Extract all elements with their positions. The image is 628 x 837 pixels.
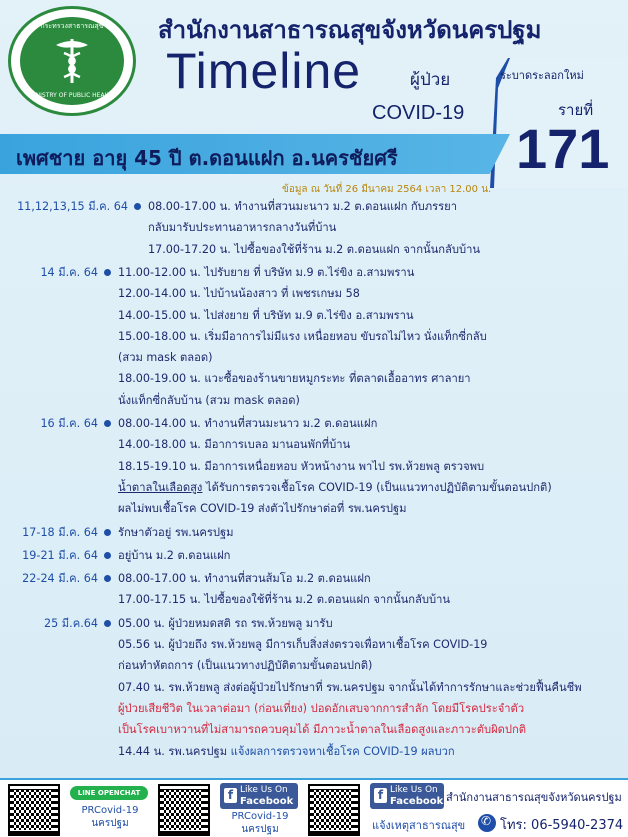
timeline-line: 14.00-18.00 น. มีอาการเบลอ มานอนพักที่บ้าน	[118, 438, 351, 452]
timeline-line: รักษาตัวอยู่ รพ.นครปฐม	[118, 525, 234, 539]
timeline-line-text: 14.44 น. รพ.นครปฐม	[118, 744, 231, 758]
timeline-line: 17.00-17.15 น. ไปซื้อของใช้ที่ร้าน ม.2 ต.ดอนแฝก จากนั้นกลับบ้าน	[118, 593, 451, 607]
timeline-title: Timeline	[166, 43, 362, 99]
phone-icon	[478, 814, 496, 832]
timeline-line: 07.40 น. รพ.ห้วยพลู ส่งต่อผู้ป่วยไปรักษาที่ รพ.นครปฐม จากนั้นได้ทำการรักษาและช่วยฟื้นคืนชีพ	[118, 680, 582, 694]
moph-logo	[8, 6, 136, 116]
timeline-line: 12.00-14.00 น. ไปบ้านน้องสาว ที่ เพชรเกษม 58	[118, 287, 360, 301]
timeline-line: 08.00-14.00 น. ทำงานที่สวนมะนาว ม.2 ต.ดอนแฝก	[118, 417, 378, 430]
case-number: 171	[516, 117, 610, 180]
timeline-line-text: ได้รับการตรวจเชื้อโรค COVID-19 (เป็นแนวทางปฏิบัติตามขั้นตอนปกติ)	[202, 480, 552, 494]
timeline-line: (สวม mask ตลอด)	[118, 351, 213, 365]
wave-label: ระบาดระลอกใหม่	[500, 69, 584, 82]
timeline-date: 19-21 มี.ค. 64	[22, 548, 98, 562]
line-label	[74, 804, 146, 830]
line-label-1: PRCovid-19	[81, 805, 139, 816]
timeline-line: 08.00-17.00 น. ทำงานที่สวนส้มโอ ม.2 ต.ดอนแฝก	[118, 572, 371, 586]
footer	[0, 778, 628, 837]
timeline-bullet-icon	[104, 575, 111, 582]
timeline-bullet-icon	[104, 620, 111, 627]
facebook-badge-1[interactable]	[220, 783, 298, 809]
timeline-bullet-icon	[104, 269, 111, 276]
facebook-badge-2[interactable]	[370, 783, 444, 809]
timeline-line: 08.00-17.00 น. ทำงานที่สวนมะนาว ม.2 ต.ดอนแฝก กับภรรยา	[148, 200, 458, 213]
footer-org-name: สำนักงานสาธารณสุขจังหวัดนครปฐม	[446, 791, 622, 804]
timeline-bullet-icon	[104, 420, 111, 427]
timeline-line: เป็นโรคเบาหวานที่ไม่สามารถควบคุมได้ มีภาวะน้ำตาลในเลือดสูงและภาวะตับผิดปกติ	[118, 723, 527, 737]
timeline-line: 14.00-15.00 น. ไปส่งยาย ที่ บริษัท ม.9 ต.ไร่ขิง อ.สามพราน	[118, 308, 414, 322]
logo-emblem	[20, 17, 124, 105]
org-title: สำนักงานสาธารณสุขจังหวัดนครปฐม	[158, 17, 542, 44]
timeline-bullet-icon	[134, 203, 141, 210]
fb-like-text-2: Facebook	[240, 796, 294, 807]
timeline-date: 16 มี.ค. 64	[40, 417, 98, 430]
line-label-2: นครปฐม	[91, 818, 129, 829]
footer-phone[interactable]: โทร: 06-5940-2374	[500, 818, 624, 833]
facebook-icon: f	[224, 788, 237, 803]
patient-label: ผู้ป่วย	[410, 70, 451, 90]
timeline-line: อยู่บ้าน ม.2 ต.ดอนแฝก	[118, 548, 231, 562]
caduceus-icon	[52, 35, 92, 85]
timeline-bullet-icon	[104, 552, 111, 559]
fb-label-2: นครปฐม	[241, 824, 279, 835]
qr-code-line[interactable]	[8, 784, 60, 836]
qr-code-facebook[interactable]	[158, 784, 210, 836]
timeline-bullet-icon	[104, 529, 111, 536]
footer-sub-label: แจ้งเหตุสาธารณสุข	[372, 819, 466, 832]
data-date: ข้อมูล ณ วันที่ 26 มีนาคม 2564 เวลา 12.00 น.	[282, 184, 492, 195]
fb-label-1: PRCovid-19	[231, 811, 289, 822]
timeline-line: 18.15-19.10 น. มีอาการเหนื่อยหอบ หัวหน้างาน พาไป รพ.ห้วยพลู ตรวจพบ	[118, 459, 485, 473]
logo-top-text: กระทรวงสาธารณสุข	[40, 22, 104, 30]
underlined-phrase: น้ำตาลในเลือดสูง	[118, 480, 203, 494]
timeline-line: 17.00-17.20 น. ไปซื้อของใช้ที่ร้าน ม.2 ต.ดอนแฝก จากนั้นกลับบ้าน	[148, 242, 481, 256]
fb-label	[222, 810, 298, 836]
timeline-date: 17-18 มี.ค. 64	[22, 525, 98, 539]
case-label: รายที่	[558, 101, 594, 119]
patient-banner-text: เพศชาย อายุ 45 ปี ต.ดอนแฝก อ.นครชัยศรี	[16, 146, 398, 170]
facebook-icon: f	[374, 788, 387, 803]
timeline-line: 18.00-19.00 น. แวะซื้อของร้านขายหมูกระทะ ที่ตลาดเอื้ออาทร ศาลายา	[118, 372, 471, 386]
qr-code-org[interactable]	[308, 784, 360, 836]
positive-result-text: แจ้งผลการตรวจหาเชื้อโรค COVID-19 ผลบวก	[230, 744, 455, 758]
timeline-date: 14 มี.ค. 64	[40, 265, 98, 279]
line-openchat-badge[interactable]: LINE OPENCHAT	[70, 786, 148, 800]
timeline-line: 11.00-12.00 น. ไปรับยาย ที่ บริษัท ม.9 ต.ไร่ขิง อ.สามพราน	[118, 265, 415, 279]
timeline-date: 11,12,13,15 มี.ค. 64	[17, 200, 128, 213]
fb-like-text-1: Like Us On	[240, 785, 288, 795]
timeline-line: ผู้ป่วยเสียชีวิต ในเวลาต่อมา (ก่อนเที่ยง) ปอดอักเสบจากการสำลัก โดยมีโรคประจำตัว	[118, 701, 525, 715]
header	[0, 0, 628, 195]
timeline-line: นั่งแท็กซี่กลับบ้าน (สวม mask ตลอด)	[118, 393, 300, 407]
timeline-line: ก่อนทำหัตถการ (เป็นแนวทางปฏิบัติตามขั้นตอนปกติ)	[118, 659, 373, 673]
timeline-date: 25 มี.ค.64	[44, 616, 98, 630]
fb2-like-text-2: Facebook	[390, 796, 444, 807]
fb2-like-text-1: Like Us On	[390, 785, 438, 795]
timeline-line: 05.00 น. ผู้ป่วยหมดสติ รถ รพ.ห้วยพลู มารับ	[118, 616, 333, 630]
timeline-line: กลับมารับประทานอาหารกลางวันที่บ้าน	[148, 221, 337, 235]
timeline-line	[118, 741, 455, 762]
timeline-date: 22-24 มี.ค. 64	[22, 572, 98, 586]
covid-label: COVID-19	[372, 102, 465, 124]
timeline-line: 05.56 น. ผู้ป่วยถึง รพ.ห้วยพลู มีการเก็บสิ่งส่งตรวจเพื่อหาเชื้อโรค COVID-19	[118, 638, 488, 651]
timeline-line: 15.00-18.00 น. เริ่มมีอาการไม่มีแรง เหนื่อยหอบ ขับรถไม่ไหว นั่งแท็กซี่กลับ	[118, 329, 487, 343]
timeline-line	[118, 477, 552, 498]
logo-bottom-text: MINISTRY OF PUBLIC HEALTH	[28, 91, 116, 99]
timeline-line: ผลไม่พบเชื้อโรค COVID-19 ส่งตัวไปรักษาต่อที่ รพ.นครปฐม	[118, 502, 407, 516]
